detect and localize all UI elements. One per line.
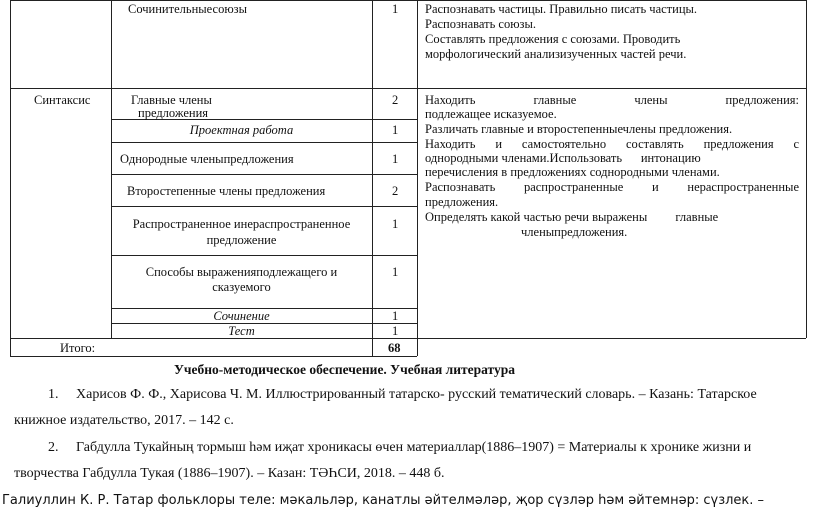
hours-cell: 1 — [392, 152, 399, 166]
topic-cell: Сочинение — [213, 309, 270, 323]
literature-text: Габдулла Тукайның тормыш һәм иҗат хроникасы өчен материаллар(1886–1907) = Материалы к хронике жизни и — [76, 440, 752, 455]
hours-cell: 2 — [392, 184, 399, 198]
hours-cell: 1 — [392, 123, 399, 137]
topic-cell: Распространенное инераспространенное — [132, 217, 351, 231]
skills-line: Составлять предложения с союзами. Проводить — [425, 32, 681, 46]
hours-cell: 2 — [392, 93, 399, 107]
skills-line: морфологический анализизученных частей речи. — [425, 47, 687, 61]
skills-line: Распознавать союзы. — [425, 17, 537, 31]
topic-cell: сказуемого — [212, 280, 271, 294]
hours-cell: 1 — [392, 324, 399, 338]
list-number: 1. — [48, 387, 59, 402]
table-border — [10, 0, 11, 356]
topic-cell: предложения — [138, 106, 209, 120]
section-label: Синтаксис — [34, 93, 91, 107]
topic-cell: Главные члены — [131, 93, 212, 107]
table-border — [417, 0, 418, 356]
hours-cell: 1 — [392, 2, 399, 16]
skills-line: перечисления в предложениях соднородными членами. — [425, 165, 720, 179]
skills-line: членыпредложения. — [521, 225, 628, 239]
skills-line: Определять какой частью речи выражены главные — [425, 210, 719, 224]
topic-cell: Тест — [228, 324, 255, 338]
skills-line: Распознавать частицы. Правильно писать частицы. — [425, 2, 698, 16]
table-border — [111, 0, 112, 88]
table-border — [10, 356, 417, 357]
skills-line: Распознавать распространенные и нераспространенные — [425, 180, 799, 194]
topic-cell: Второстепенные члены предложения — [127, 184, 326, 198]
skills-line: Находить и самостоятельно составлять предложения с — [425, 137, 799, 151]
literature-text: Харисов Ф. Ф., Харисова Ч. М. Иллюстрированный татарско- русский тематический словарь. – Казань: Татарское — [76, 387, 757, 402]
hours-cell: 1 — [392, 309, 399, 323]
hours-cell: 1 — [392, 265, 399, 279]
total-label: Итого: — [60, 341, 96, 355]
skills-line: подлежащее исказуемое. — [425, 107, 557, 121]
literature-text: книжное издательство, 2017. – 142 с. — [14, 413, 234, 428]
literature-text: творчества Габдулла Тукая (1886–1907). – Казан: ТӘҺСИ, 2018. – 448 б. — [14, 466, 445, 481]
table-border — [372, 0, 373, 356]
topic-cell: Сочинительныесоюзы — [128, 2, 247, 16]
skills-line: однородными членами.Использовать интонацию — [425, 151, 701, 165]
skills-line: предложения. — [425, 195, 499, 209]
topic-cell: Способы выраженияподлежащего и — [145, 265, 338, 279]
topic-cell: Однородные членыпредложения — [120, 152, 294, 166]
footer-line: Галиуллин К. Р. Татар фольклоры теле: мәкальләр, канатлы әйтелмәләр, җор сүзләр һәм әйтемнәр: сүзлек. – — [2, 493, 765, 508]
list-number: 2. — [48, 440, 59, 455]
skills-line: Различать главные и второстепенныечлены предложения. — [425, 122, 733, 136]
topic-cell: Проектная работа — [189, 123, 294, 137]
skills-line: Находить главные члены предложения: — [425, 93, 799, 107]
table-border — [10, 88, 806, 89]
table-border — [806, 0, 807, 338]
page-heading: Учебно-методическое обеспечение. Учебная литература — [174, 362, 516, 377]
table-border — [10, 0, 806, 1]
topic-cell: предложение — [206, 233, 277, 247]
hours-cell: 1 — [392, 217, 399, 231]
total-value: 68 — [388, 341, 401, 355]
